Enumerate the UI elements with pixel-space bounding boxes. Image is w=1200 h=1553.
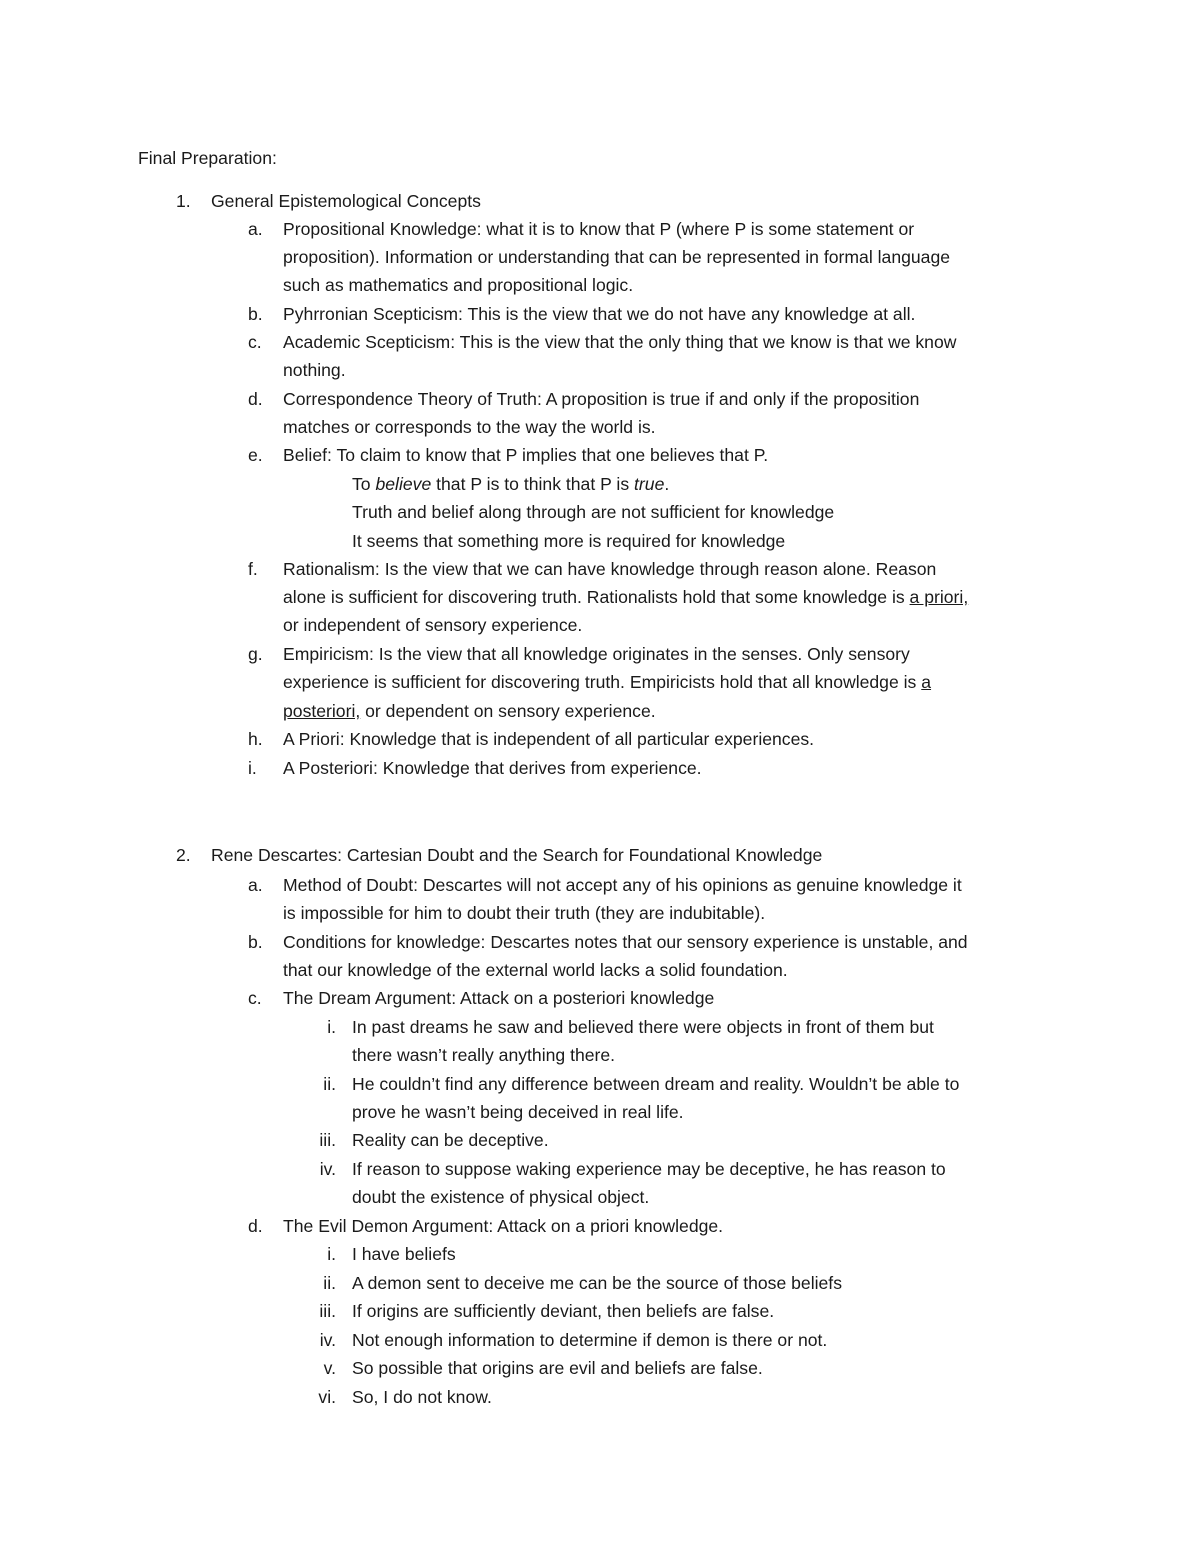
item-text: Empiricism: Is the view that all knowledge originates in the senses. Only sensory xyxy=(283,644,910,664)
item-marker: iii. xyxy=(319,1130,336,1150)
text-run: that P is to think that P is xyxy=(431,474,635,494)
section-number: 2. xyxy=(176,845,191,865)
item-text: Pyhrronian Scepticism: This is the view that we do not have any knowledge at all. xyxy=(283,304,916,324)
text-run: experience is sufficient for discovering truth. Empiricists hold that all knowledge is xyxy=(283,672,922,692)
item-marker: b. xyxy=(248,304,263,324)
item-text: A Priori: Knowledge that is independent of all particular experiences. xyxy=(283,729,815,749)
item-marker: f. xyxy=(248,559,258,579)
item-marker: iv. xyxy=(319,1159,336,1179)
item-marker: ii. xyxy=(323,1074,336,1094)
item-marker: a. xyxy=(248,219,263,239)
item-text: there wasn’t really anything there. xyxy=(352,1045,616,1065)
page-title: Final Preparation: xyxy=(138,148,277,168)
item-marker: i. xyxy=(327,1017,336,1037)
item-marker: i. xyxy=(248,758,257,778)
item-text: such as mathematics and propositional logic. xyxy=(283,275,634,295)
item-text: So, I do not know. xyxy=(352,1387,492,1407)
item-marker: g. xyxy=(248,644,263,664)
item-marker: iii. xyxy=(319,1301,336,1321)
text-run: alone is sufficient for discovering truth. Rationalists hold that some knowledge is xyxy=(283,587,910,607)
item-text: Academic Scepticism: This is the view that the only thing that we know is that we know xyxy=(283,332,957,352)
text-run: . xyxy=(664,474,670,494)
item-text: Propositional Knowledge: what it is to know that P (where P is some statement or xyxy=(283,219,915,239)
item-text: A Posteriori: Knowledge that derives from experience. xyxy=(283,758,702,778)
emphasis-text: true xyxy=(634,474,665,494)
item-marker: vi. xyxy=(318,1387,336,1407)
item-text: If origins are sufficiently deviant, then beliefs are false. xyxy=(352,1301,775,1321)
item-marker: iv. xyxy=(319,1330,336,1350)
item-marker: c. xyxy=(248,332,262,352)
item-marker: d. xyxy=(248,1216,263,1236)
item-text: Belief: To claim to know that P implies that one believes that P. xyxy=(283,445,769,465)
item-text: prove he wasn’t being deceived in real life. xyxy=(352,1102,684,1122)
item-marker: a. xyxy=(248,875,263,895)
item-text: matches or corresponds to the way the world is. xyxy=(283,417,656,437)
item-text xyxy=(283,697,656,725)
item-marker: b. xyxy=(248,932,263,952)
item-text: nothing. xyxy=(283,360,346,380)
item-marker: v. xyxy=(323,1358,336,1378)
emphasis-text: believe xyxy=(375,474,432,494)
item-text: If reason to suppose waking experience may be deceptive, he has reason to xyxy=(352,1159,946,1179)
item-text xyxy=(283,668,931,696)
item-text: He couldn’t find any difference between dream and reality. Wouldn’t be able to xyxy=(352,1074,960,1094)
item-marker: d. xyxy=(248,389,263,409)
item-text: Reality can be deceptive. xyxy=(352,1130,549,1150)
item-text: The Dream Argument: Attack on a posteriori knowledge xyxy=(283,988,715,1008)
item-marker: c. xyxy=(248,988,262,1008)
item-text: is impossible for him to doubt their truth (they are indubitable). xyxy=(283,903,766,923)
item-text: So possible that origins are evil and beliefs are false. xyxy=(352,1358,763,1378)
item-marker: e. xyxy=(248,445,263,465)
item-text: that our knowledge of the external world lacks a solid foundation. xyxy=(283,960,788,980)
section-number: 1. xyxy=(176,191,191,211)
item-text: I have beliefs xyxy=(352,1244,456,1264)
item-text: It seems that something more is required for knowledge xyxy=(352,531,786,551)
text-run: or dependent on sensory experience. xyxy=(360,701,656,721)
item-text: Truth and belief along through are not sufficient for knowledge xyxy=(352,502,835,522)
section-heading: General Epistemological Concepts xyxy=(211,191,481,211)
item-text: A demon sent to deceive me can be the source of those beliefs xyxy=(352,1273,842,1293)
item-text: Correspondence Theory of Truth: A proposition is true if and only if the proposition xyxy=(283,389,920,409)
item-text: or independent of sensory experience. xyxy=(283,615,583,635)
item-text: proposition). Information or understanding that can be represented in formal language xyxy=(283,247,951,267)
item-text: Conditions for knowledge: Descartes notes that our sensory experience is unstable, and xyxy=(283,932,968,952)
section-heading: Rene Descartes: Cartesian Doubt and the Search for Foundational Knowledge xyxy=(211,845,823,865)
belief-definition xyxy=(352,470,669,498)
item-text: doubt the existence of physical object. xyxy=(352,1187,650,1207)
item-text: Rationalism: Is the view that we can have knowledge through reason alone. Reason xyxy=(283,559,937,579)
text-run: To xyxy=(352,474,376,494)
item-text: Not enough information to determine if demon is there or not. xyxy=(352,1330,828,1350)
underlined-term: a priori, xyxy=(909,587,969,607)
item-marker: h. xyxy=(248,729,263,749)
item-text xyxy=(283,583,968,611)
item-text: In past dreams he saw and believed there were objects in front of them but xyxy=(352,1017,934,1037)
item-marker: i. xyxy=(327,1244,336,1264)
underlined-term: a xyxy=(921,672,932,692)
underlined-term: posteriori, xyxy=(283,701,361,721)
item-marker: ii. xyxy=(323,1273,336,1293)
item-text: The Evil Demon Argument: Attack on a priori knowledge. xyxy=(283,1216,724,1236)
item-text: Method of Doubt: Descartes will not accept any of his opinions as genuine knowledge it xyxy=(283,875,962,895)
